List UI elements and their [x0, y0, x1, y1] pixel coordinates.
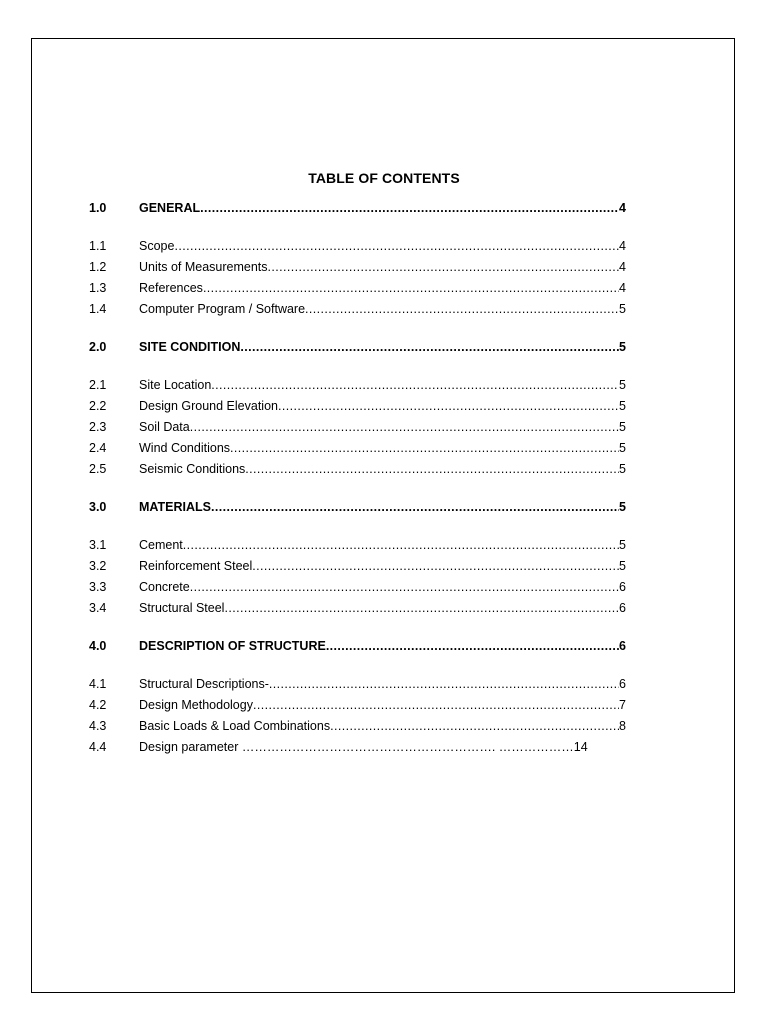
toc-title: TABLE OF CONTENTS [308, 170, 460, 186]
toc-entry [89, 695, 626, 716]
toc-dot-leader [211, 375, 619, 396]
toc-entry-page-number: 6 [619, 639, 626, 653]
toc-entry-label: Design Ground Elevation [139, 399, 278, 413]
toc-entry-number: 3.0 [89, 500, 107, 514]
toc-entry-label: GENERAL [139, 201, 201, 215]
toc-entry-page-number: 5 [619, 378, 626, 392]
toc-entry-label: Computer Program / Software [139, 302, 306, 316]
toc-entry [89, 396, 626, 417]
toc-entry-label: DESCRIPTION OF STRUCTURE [139, 639, 326, 653]
toc-dot-leader [268, 257, 620, 278]
toc-entry [89, 535, 626, 556]
toc-entry-page-number: 5 [619, 559, 626, 573]
toc-entry-number: 2.5 [89, 462, 107, 476]
toc-entry-page-number: 5 [619, 420, 626, 434]
toc-entry-number: 2.3 [89, 420, 107, 434]
toc-dot-leader [224, 598, 619, 619]
toc-entry [89, 716, 626, 737]
toc-entry-label: MATERIALS [139, 500, 211, 514]
toc-entry-page-number: 5 [619, 302, 626, 316]
toc-entry [89, 236, 626, 257]
toc-entry-label: Concrete [139, 580, 190, 594]
toc-dot-leader [190, 577, 619, 598]
toc-dot-leader [200, 198, 619, 219]
toc-entry-label: Wind Conditions [139, 441, 231, 455]
toc-entry [89, 299, 626, 320]
toc-entry-number: 4.4 [89, 740, 107, 754]
toc-entry-number: 4.1 [89, 677, 107, 691]
toc-entry-label: Design Methodology [139, 698, 253, 712]
toc-entry-page-number: 6 [619, 580, 626, 594]
toc-dot-leader [278, 396, 619, 417]
toc-dot-leader [190, 417, 619, 438]
toc-entry-page-number: 5 [619, 441, 626, 455]
toc-entry [89, 577, 626, 598]
toc-entry-label: Cement [139, 538, 183, 552]
toc-dot-leader [269, 674, 619, 695]
toc-entry-page-number: 5 [619, 500, 626, 514]
toc-entry-label: Structural Steel [139, 601, 225, 615]
toc-dot-leader [245, 459, 619, 480]
toc-entry [89, 459, 626, 480]
toc-entry-page-number: 4 [619, 239, 626, 253]
toc-dot-leader [240, 337, 619, 358]
toc-entry-page-number: 5 [619, 538, 626, 552]
toc-dot-leader [305, 299, 619, 320]
toc-entry-label: Seismic Conditions [139, 462, 246, 476]
toc-section-heading [89, 198, 626, 219]
toc-entry-number: 1.3 [89, 281, 107, 295]
toc-entry [89, 257, 626, 278]
toc-entry-number: 1.1 [89, 239, 107, 253]
toc-entry-number: 2.2 [89, 399, 107, 413]
toc-entry-number: 3.4 [89, 601, 107, 615]
toc-dot-leader [326, 636, 619, 657]
toc-entry-text: Design parameter ……………………………………………………. ………………14 [139, 740, 588, 754]
toc-dot-leader [330, 716, 619, 737]
toc-entry-number: 3.1 [89, 538, 107, 552]
toc-dot-leader [252, 556, 619, 577]
toc-section-heading [89, 497, 626, 518]
toc-entry-page-number: 4 [619, 260, 626, 274]
toc-entry-number: 4.0 [89, 639, 107, 653]
toc-entry-page-number: 4 [619, 281, 626, 295]
toc-dot-leader [211, 497, 619, 518]
toc-entry-number: 2.4 [89, 441, 107, 455]
toc-entry [89, 278, 626, 299]
toc-entry-page-number: 6 [619, 677, 626, 691]
toc-entry-number: 1.4 [89, 302, 107, 316]
toc-entry-label: Reinforcement Steel [139, 559, 253, 573]
toc-entry-page-number: 5 [619, 340, 626, 354]
toc-entry-label: SITE CONDITION [139, 340, 241, 354]
toc-dot-leader [203, 278, 619, 299]
toc-entry-page-number: 5 [619, 462, 626, 476]
toc-dot-leader [253, 695, 619, 716]
toc-entry-page-number: 5 [619, 399, 626, 413]
toc-entry-label: Structural Descriptions- [139, 677, 269, 691]
toc-entry-page-number: 7 [619, 698, 626, 712]
toc-entry-number: 4.2 [89, 698, 107, 712]
toc-entry [89, 438, 626, 459]
toc-entry-number: 2.0 [89, 340, 107, 354]
toc-entry-page-number: 4 [619, 201, 626, 215]
toc-entry [89, 737, 626, 758]
toc-list [89, 198, 626, 758]
toc-entry-label: Scope [139, 239, 175, 253]
toc-entry-page-number: 6 [619, 601, 626, 615]
toc-entry-label: Basic Loads & Load Combinations [139, 719, 331, 733]
toc-dot-leader [230, 438, 619, 459]
toc-dot-leader [174, 236, 619, 257]
toc-entry [89, 417, 626, 438]
toc-entry-number: 4.3 [89, 719, 107, 733]
toc-entry-label: Units of Measurements [139, 260, 268, 274]
toc-entry-number: 1.2 [89, 260, 107, 274]
toc-entry-number: 3.2 [89, 559, 107, 573]
toc-entry [89, 375, 626, 396]
toc-entry-label: References [139, 281, 203, 295]
toc-dot-leader [183, 535, 619, 556]
toc-entry [89, 598, 626, 619]
toc-entry [89, 556, 626, 577]
toc-entry-label: Site Location [139, 378, 212, 392]
toc-entry-page-number: 8 [619, 719, 626, 733]
toc-section-heading [89, 337, 626, 358]
toc-entry [89, 674, 626, 695]
toc-entry-number: 3.3 [89, 580, 107, 594]
toc-entry-number: 1.0 [89, 201, 107, 215]
toc-section-heading [89, 636, 626, 657]
toc-entry-label: Soil Data [139, 420, 190, 434]
toc-entry-number: 2.1 [89, 378, 107, 392]
